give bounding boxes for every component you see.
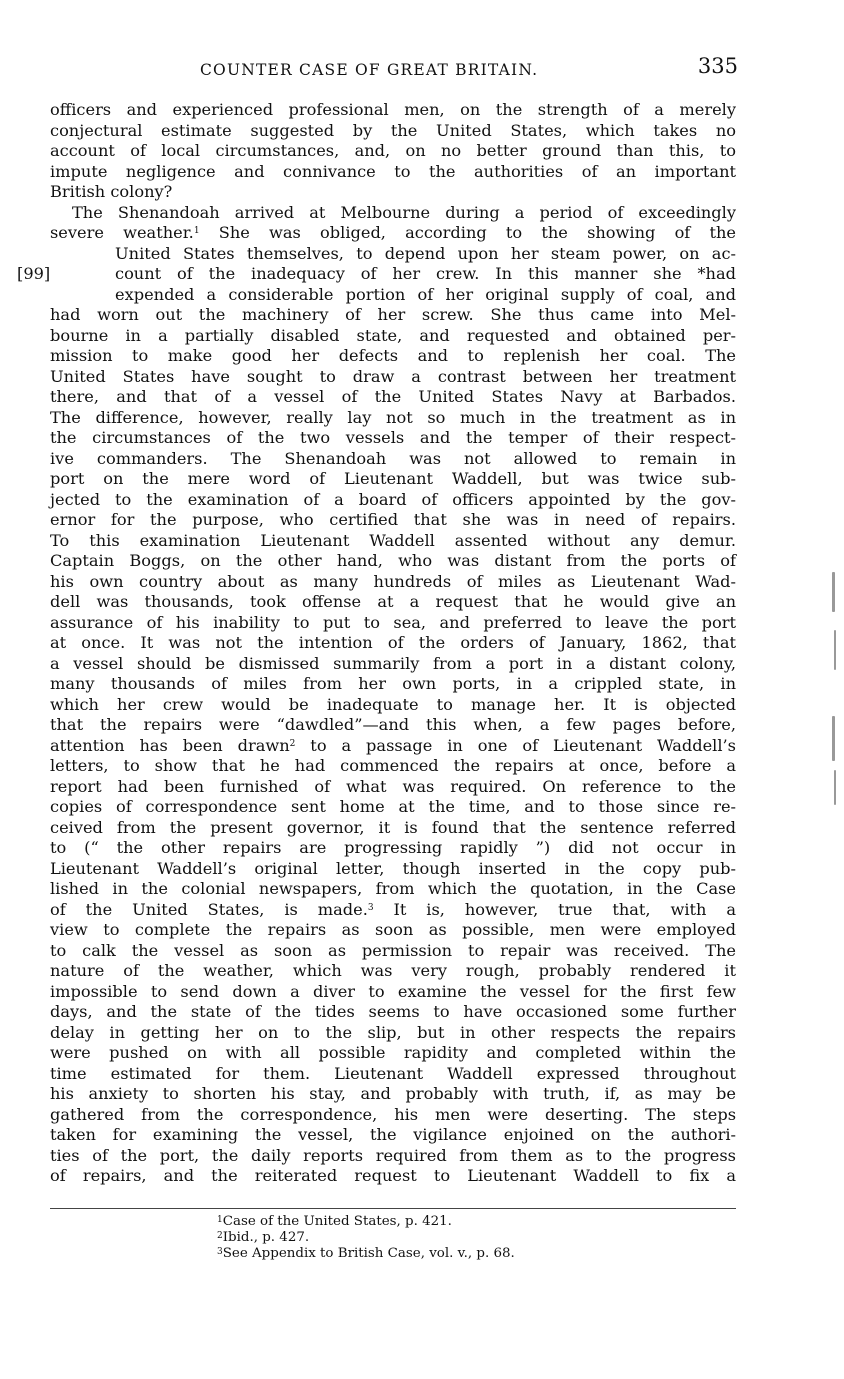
text-line: gathered from the correspondence, his men were deserting. The steps	[50, 1104, 736, 1124]
text-line: ties of the port, the daily reports required from them as to the progress	[50, 1145, 736, 1165]
footnote-text: Case of the United States, p. 421.	[222, 1214, 452, 1229]
text-line: port on the mere word of Lieutenant Waddell, but was twice sub-	[50, 469, 736, 488]
text-line: letters, to show that he had commenced the repairs at once, before a	[50, 756, 736, 775]
footnote-ref-1: 1	[193, 226, 200, 236]
text-line: ive commanders. The Shenandoah was not allowed to remain in	[50, 448, 736, 468]
text-line: the circumstances of the two vessels and the temper of their respect-	[50, 428, 736, 447]
text-line: account of local circumstances, and, on no better ground than this, to	[50, 141, 736, 160]
scan-artifact	[832, 572, 835, 612]
text-line: To this examination Lieutenant Waddell assented without any demur.	[50, 530, 736, 550]
text-fragment: of the United States, is made.	[50, 899, 368, 919]
text-line: assurance of his inability to put to sea, and preferred to leave the port	[50, 612, 736, 632]
scan-artifact	[834, 630, 836, 670]
page-header	[50, 54, 740, 84]
text-line: many thousands of miles from her own ports, in a crippled state, in	[50, 674, 736, 693]
text-fragment: She was obliged, according to the showing of the	[199, 223, 737, 242]
text-line: Lieutenant Waddell’s original letter, though inserted in the copy pub-	[50, 858, 736, 878]
footnote-mark: 3	[217, 1247, 223, 1257]
text-line: at once. It was not the intention of the orders of January, 1862, that	[50, 633, 736, 652]
paragraph-1	[50, 100, 736, 203]
text-line: to calk the vessel as soon as permission to repair was received. The	[50, 940, 736, 960]
footnote-2	[217, 1230, 515, 1246]
text-line: dell was thousands, took offense at a request that he would give an	[50, 592, 736, 611]
footnote-ref-2: 2	[289, 738, 296, 749]
text-line: time estimated for them. Lieutenant Waddell expressed throughout	[50, 1063, 736, 1083]
text-fragment: severe weather.	[50, 223, 194, 242]
text-line: United States have sought to draw a contrast between her treatment	[50, 366, 736, 386]
text-line: British colony?	[50, 182, 173, 201]
text-line: ernor for the purpose, who certified that she was in need of repairs.	[50, 510, 736, 529]
text-line	[17, 264, 736, 285]
text-line: report had been furnished of what was required. On reference to the	[50, 776, 736, 796]
text-fragment: It is, however, true that, with a	[373, 899, 736, 919]
text-line: ceived from the present governor, it is found that the sentence referred	[50, 817, 736, 837]
text-line: that the repairs were “dawdled”—and this when, a few pages before,	[50, 715, 736, 734]
footnote-mark: 2	[217, 1231, 223, 1241]
footnote-text: See Appendix to British Case, vol. v., p. 68.	[222, 1246, 515, 1261]
text-line: The Shenandoah arrived at Melbourne during a period of exceedingly	[72, 202, 736, 222]
text-line: had worn out the machinery of her screw. She thus came into Mel-	[50, 305, 736, 324]
text-line: were pushed on with all possible rapidity and completed within the	[50, 1043, 736, 1062]
paragraph-2	[17, 202, 737, 1187]
text-line: there, and that of a vessel of the United States Navy at Barbados.	[50, 387, 736, 406]
page-number: 335	[697, 54, 738, 78]
footnote-1	[217, 1214, 515, 1230]
text-line: copies of correspondence sent home at the time, and to those since re-	[50, 797, 736, 816]
body-text	[17, 100, 737, 1187]
text-line: The difference, however, really lay not so much in the treatment as in	[50, 407, 736, 427]
scan-artifact	[834, 770, 836, 805]
text-line: taken for examining the vessel, the vigilance enjoined on the authori-	[50, 1125, 736, 1144]
scan-artifact	[832, 716, 835, 761]
text-line: delay in getting her on to the slip, but in other respects the repairs	[50, 1022, 736, 1042]
text-line	[50, 736, 736, 757]
text-line: conjectural estimate suggested by the United States, which takes no	[50, 120, 736, 140]
text-line: expended a considerable portion of her original supply of coal, and	[115, 284, 736, 304]
original-page-marker: [99]	[17, 264, 51, 283]
text-line: bourne in a partially disabled state, and requested and obtained per-	[50, 325, 736, 345]
text-line: lished in the colonial newspapers, from which the quotation, in the Case	[50, 879, 736, 898]
text-line: impossible to send down a diver to examine the vessel for the first few	[50, 981, 736, 1001]
text-line: United States themselves, to depend upon her steam power, on ac-	[115, 243, 736, 263]
footnote-3	[217, 1246, 515, 1262]
footnote-text: Ibid., p. 427.	[222, 1230, 310, 1245]
footnote-mark: 1	[217, 1215, 223, 1225]
text-line: of repairs, and the reiterated request to Lieutenant Waddell to fix a	[50, 1166, 736, 1185]
footnote-ref-3: 3	[367, 902, 374, 913]
text-fragment: count of the inadequacy of her crew. In this manner she *had	[115, 264, 736, 283]
text-fragment: attention has been drawn	[50, 735, 290, 755]
text-line: a vessel should be dismissed summarily from a port in a distant colony,	[50, 653, 736, 673]
text-line: days, and the state of the tides seems to have occasioned some further	[50, 1002, 736, 1021]
footnote-divider	[50, 1208, 736, 1209]
text-line: impute negligence and connivance to the authorities of an important	[50, 161, 736, 181]
text-line: his own country about as many hundreds of miles as Lieutenant Wad-	[50, 571, 736, 591]
running-head: COUNTER CASE OF GREAT BRITAIN.	[200, 61, 539, 79]
text-line: Captain Boggs, on the other hand, who was distant from the ports of	[50, 551, 736, 570]
text-line: which her crew would be inadequate to manage her. It is objected	[50, 694, 736, 714]
text-line: to (“ the other repairs are progressing rapidly ”) did not occur in	[50, 838, 736, 857]
text-line	[50, 223, 736, 244]
text-line: nature of the weather, which was very rough, probably rendered it	[50, 961, 736, 980]
footnotes	[217, 1214, 515, 1262]
text-line	[50, 900, 736, 921]
text-line: mission to make good her defects and to replenish her coal. The	[50, 346, 736, 365]
text-fragment: to a passage in one of Lieutenant Waddell’s	[295, 735, 736, 755]
text-line: officers and experienced professional men, on the strength of a merely	[50, 100, 736, 119]
text-line: his anxiety to shorten his stay, and probably with truth, if, as may be	[50, 1084, 736, 1103]
text-line: jected to the examination of a board of officers appointed by the gov-	[50, 489, 736, 509]
text-line: view to complete the repairs as soon as possible, men were employed	[50, 920, 736, 939]
